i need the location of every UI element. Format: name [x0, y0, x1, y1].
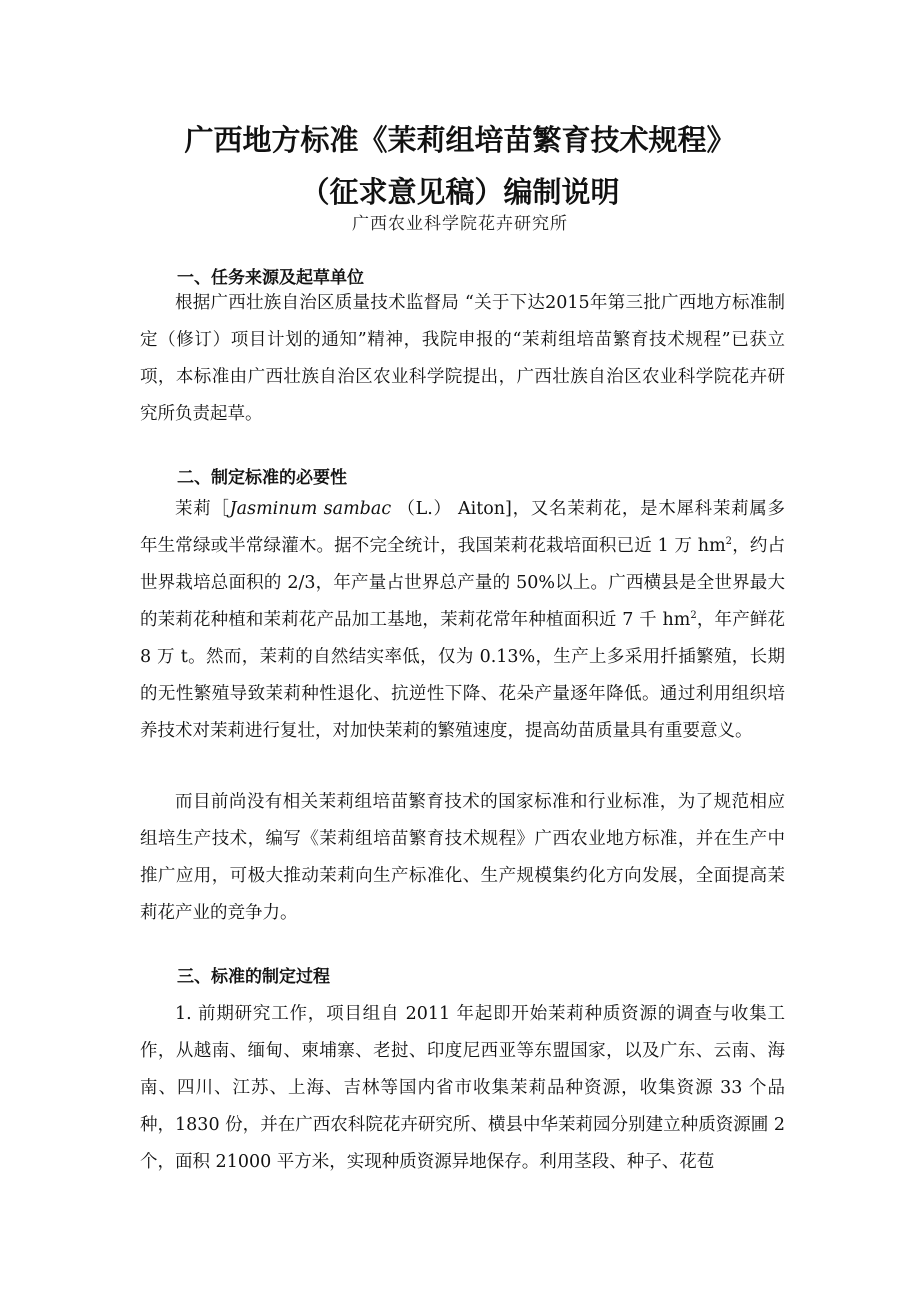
section-2-paragraph-2: 而目前尚没有相关茉莉组培苗繁育技术的国家标准和行业标准，为了规范相应组培生产技术，编写《茉莉组培苗繁育技术规程》广西农业地方标准，并在生产中推广应用，可极大推动茉莉向生产标准化、生产规模集约化方向发展，全面提高茉莉花产业的竞争力。	[140, 792, 785, 923]
unit-superscript: 2	[690, 610, 697, 622]
p1-text-b: （L.） Aiton]，又名茉莉花，是木犀科茉莉属多年生常绿或半常绿灌木。据不完全统计，我国茉莉花栽培面积已近 1 万 hm	[140, 499, 786, 556]
section-3-heading: 三、标准的制定过程	[177, 967, 330, 987]
p1-text-c: ，约占世界栽培总面积的 2/3，年产量占世界总产量的 50%以上。广西横县是全世界最大的茉莉花种植和茉莉花产品加工基地，茉莉花常年种植面积近 7 千 hm	[140, 536, 786, 630]
section-1-heading: 一、任务来源及起草单位	[177, 268, 364, 288]
document-title: 广西地方标准《茉莉组培苗繁育技术规程》	[184, 123, 736, 157]
document-subtitle: （征求意见稿）编制说明	[300, 175, 620, 209]
section-3-paragraph: 1. 前期研究工作，项目组自 2011 年起即开始茉莉种质资源的调查与收集工作，从越南、缅甸、柬埔寨、老挝、印度尼西亚等东盟国家，以及广东、云南、海南、四川、江苏、上海、吉林等国内省市收集茉莉品种资源，收集资源 33 个品种，1830 份，并在广西农科院花卉研究所、横县中华茉莉园分别建立种质资源圃 2 个，面积 21000 平方米，实现种质资源异地保存。利用茎段、种子、花苞	[140, 1004, 785, 1172]
latin-name: Jasminum sambac	[229, 499, 392, 519]
p1-text-a: 茉莉［	[175, 499, 230, 519]
section-2-heading: 二、制定标准的必要性	[177, 468, 347, 488]
section-1-paragraph: 根据广西壮族自治区质量技术监督局 “关于下达2015年第三批广西地方标准制定（修订）项目计划的通知”精神，我院申报的“茉莉组培苗繁育技术规程”已获立项，本标准由广西壮族自治区农业科学院提出，广西壮族自治区农业科学院花卉研究所负责起草。	[140, 293, 785, 424]
p1-text-d: ，年产鲜花 8 万 t。然而，茉莉的自然结实率低，仅为 0.13%，生产上多采用扦插繁殖，长期的无性繁殖导致茉莉种性退化、抗逆性下降、花朵产量逐年降低。通过利用组织培养技术对茉莉进行复壮，对加快茉莉的繁殖速度，提高幼苗质量具有重要意义。	[140, 610, 786, 741]
unit-superscript: 2	[725, 536, 733, 548]
section-2-paragraph-1	[140, 491, 785, 750]
author-institution: 广西农业科学院花卉研究所	[352, 214, 568, 234]
